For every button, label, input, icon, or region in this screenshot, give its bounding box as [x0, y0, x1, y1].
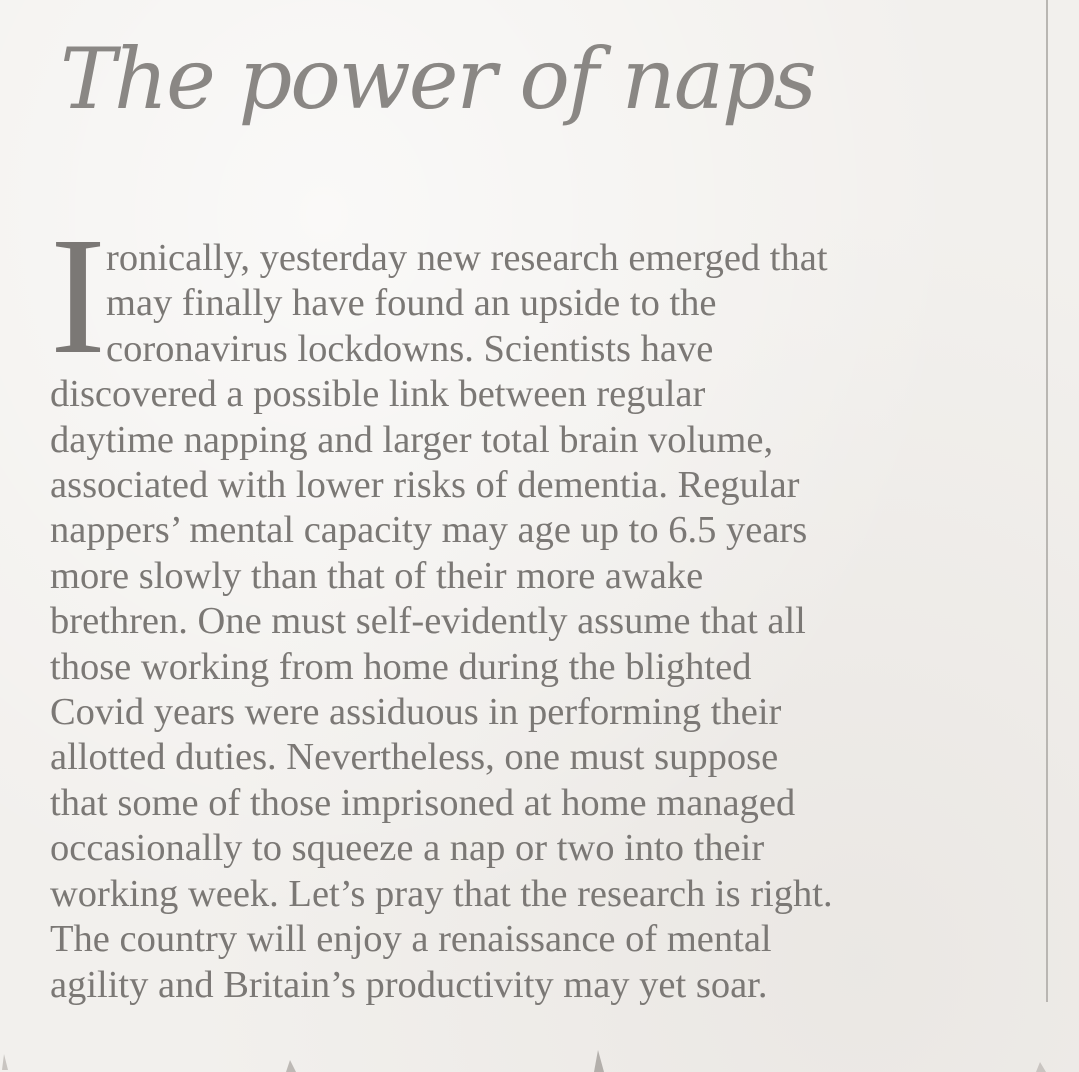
body-line: may finally have found an upside to the — [106, 282, 717, 325]
body-line: those working from home during the blighted — [50, 645, 752, 688]
column-rule — [1046, 0, 1048, 1002]
body-line: ronically, yesterday new research emerged that — [106, 237, 828, 279]
body-line: agility and Britain’s productivity may yet soar. — [50, 963, 768, 1006]
body-line: occasionally to squeeze a nap or two into their — [50, 827, 765, 870]
body-line: that some of those imprisoned at home managed — [50, 781, 796, 824]
paper-edge-marks — [0, 1040, 1079, 1072]
drop-cap: I — [50, 203, 106, 389]
body-line: working week. Let’s pray that the research is right. — [50, 872, 833, 915]
body-line: brethren. One must self-evidently assume that all — [50, 600, 806, 643]
body-line: associated with lower risks of dementia. Regular — [50, 464, 800, 507]
body-line: more slowly than that of their more awake — [50, 554, 704, 597]
body-line: discovered a possible link between regular — [50, 373, 706, 416]
body-line: Covid years were assiduous in performing their — [50, 691, 782, 734]
article-body — [50, 236, 1025, 1008]
body-line: allotted duties. Nevertheless, one must suppose — [50, 736, 779, 779]
body-line: nappers’ mental capacity may age up to 6.5 years — [50, 509, 808, 552]
body-line: coronavirus lockdowns. Scientists have — [106, 327, 714, 370]
body-line: daytime napping and larger total brain volume, — [50, 418, 774, 461]
headline: The power of naps — [60, 30, 815, 128]
body-line: The country will enjoy a renaissance of mental — [50, 918, 772, 961]
